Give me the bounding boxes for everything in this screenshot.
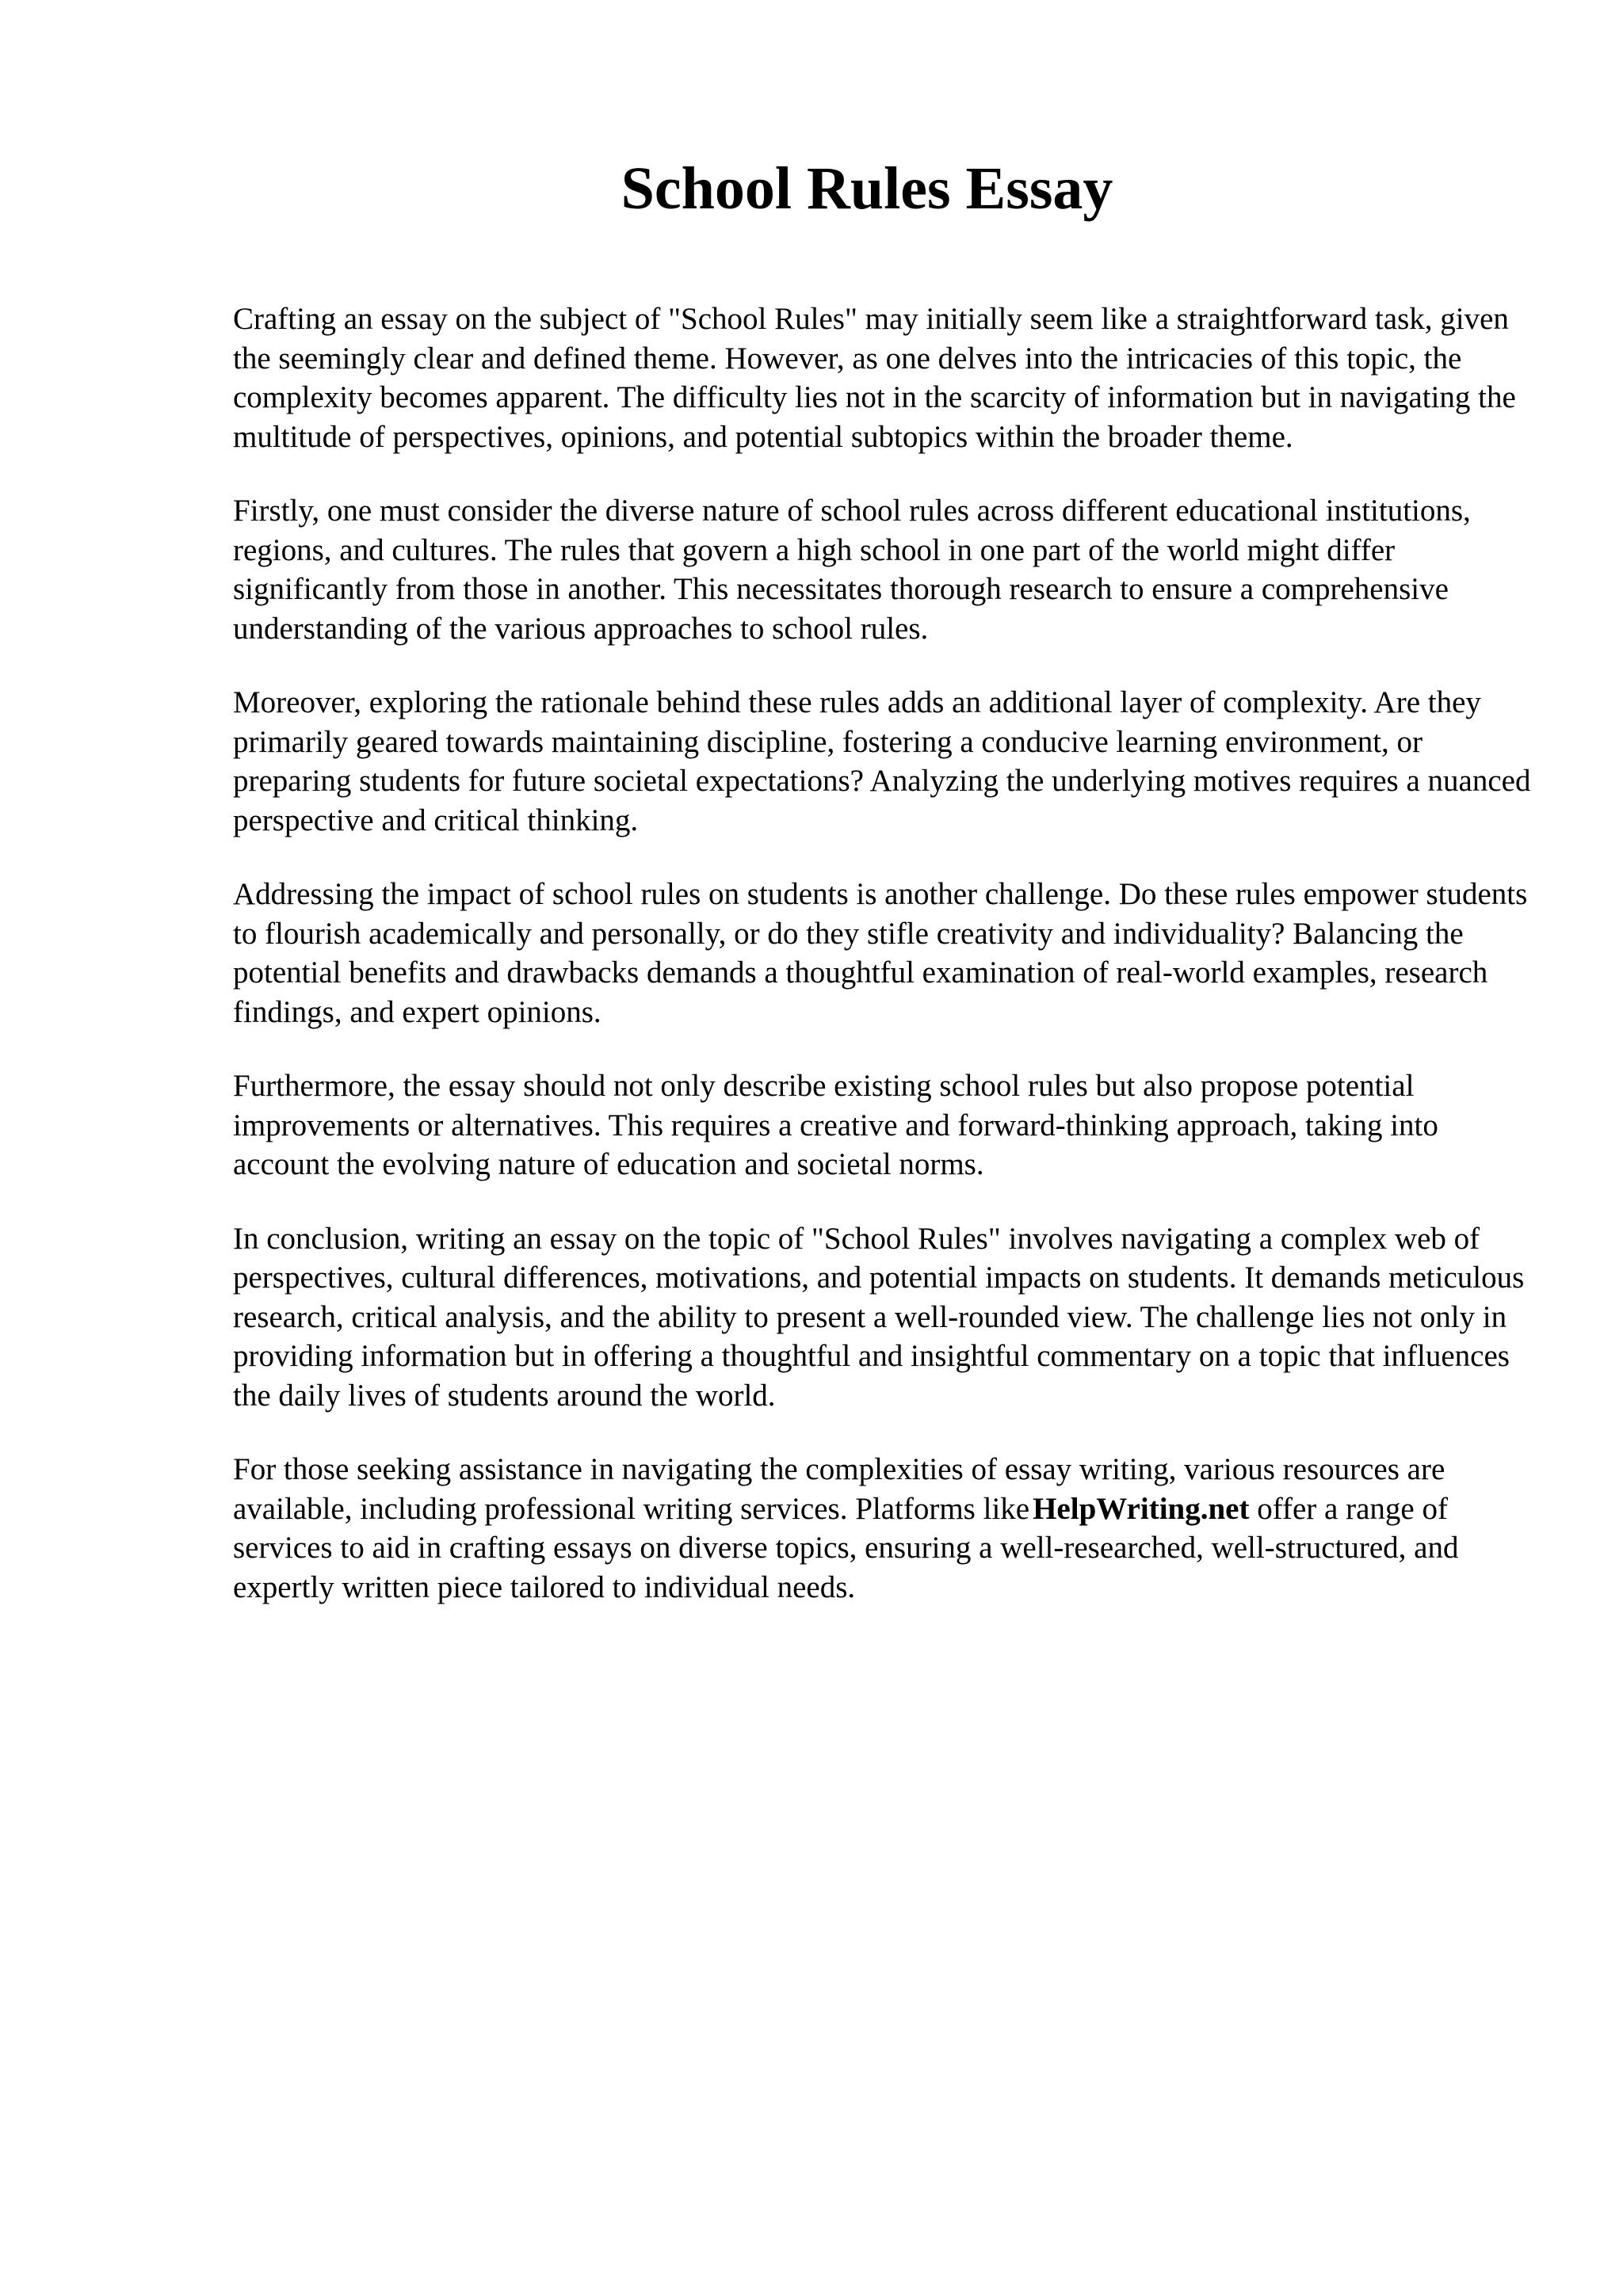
essay-body: [233, 299, 1533, 1642]
paragraph-impact: Addressing the impact of school rules on students is another challenge. Do these rules empower students to flourish academically and personally, or do they stifle creativity and individuality? Balancing the potential benefits and drawbacks demands a thoughtful examination of real-world examples, research findings, and expert opinions.: [233, 877, 1528, 1029]
helpwriting-link[interactable]: HelpWriting.net: [1033, 1491, 1250, 1526]
paragraph-intro: Crafting an essay on the subject of "School Rules" may initially seem like a straightforward task, given the seemingly clear and defined theme. However, as one delves into the intricacies of this topic, the complexity becomes apparent. The difficulty lies not in the scarcity of information but in navigating the multitude of perspectives, opinions, and potential subtopics within the broader theme.: [233, 302, 1516, 454]
paragraph-resources: [233, 1450, 1533, 1607]
resources-text-before: For those seeking assistance in navigating the complexities of essay writing, various resources are available, including professional writing services. Platforms like: [233, 1452, 1445, 1526]
document-title: School Rules Essay: [621, 155, 1113, 222]
paragraph-diversity: Firstly, one must consider the diverse nature of school rules across different educational institutions, regions, and cultures. The rules that govern a high school in one part of the world might differ significantly from those in another. This necessitates thorough research to ensure a comprehensive understanding of the various approaches to school rules.: [233, 494, 1471, 646]
resources-text-after: offer a range of services to aid in crafting essays on diverse topics, ensuring a well-researched, well-structured, and expertly written piece tailored to individual needs.: [233, 1491, 1459, 1604]
paragraph-rationale: Moreover, exploring the rationale behind these rules adds an additional layer of complexity. Are they primarily geared towards maintaining discipline, fostering a conducive learning environment, or preparing students for future societal expectations? Analyzing the underlying motives requires a nuanced perspective and critical thinking.: [233, 685, 1531, 837]
paragraph-conclusion: In conclusion, writing an essay on the topic of "School Rules" involves navigating a complex web of perspectives, cultural differences, motivations, and potential impacts on students. It demands meticulous research, critical analysis, and the ability to present a well-rounded view. The challenge lies not only in providing information but in offering a thoughtful and insightful commentary on a topic that influences the daily lives of students around the world.: [233, 1221, 1525, 1413]
paragraph-improvements: Furthermore, the essay should not only describe existing school rules but also propose potential improvements or alternatives. This requires a creative and forward-thinking approach, taking into account the evolving nature of education and societal norms.: [233, 1069, 1438, 1181]
